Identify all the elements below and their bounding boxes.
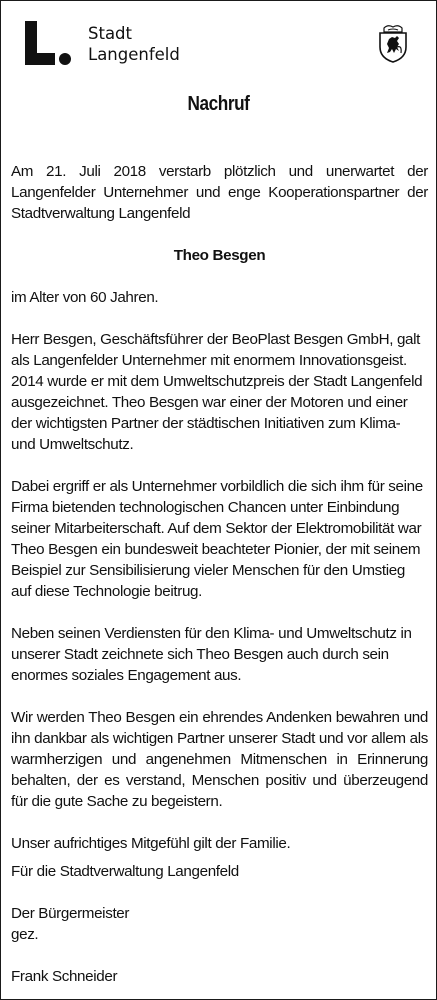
logo-letter-l-foot	[25, 53, 55, 65]
paragraph-engagement: Neben seinen Verdiensten für den Klima- und Umweltschutz in unserer Stadt zeichnete sich Theo Besgen auch durch sein enormes soziales Engagement aus.	[11, 625, 412, 684]
deceased-name: Theo Besgen	[173, 247, 266, 264]
logo-text	[88, 23, 180, 65]
signature-name: Frank Schneider	[11, 968, 118, 985]
logo-dot	[59, 53, 71, 65]
intro-paragraph: Am 21. Juli 2018 verstarb plötzlich und unerwartet der Langenfelder Unternehmer und enge Kooperationspartner der Stadtverwaltung Langenfeld	[11, 163, 428, 222]
paragraph-pioneer: Dabei ergriff er als Unternehmer vorbildlich die sich ihm für seine Firma bietenden technologischen Chancen unter Einbindung seiner Mitarbeiterschaft. Auf dem Sektor der Elektromobilität war Theo Besgen ein bundesweit beachteter Pionier, der mit seinem Beispiel zur Sensibilisierung vieler Menschen für den Umstieg auf diese Technologie beitrug.	[11, 478, 423, 600]
signature-org: Für die Stadtverwaltung Langenfeld	[11, 863, 239, 880]
signature-gez: gez.	[11, 926, 39, 943]
paragraph-career: Herr Besgen, Geschäftsführer der BeoPlast Besgen GmbH, galt als Langenfelder Unternehmer mit enormem Innovationsgeist. 2014 wurde er mit dem Umweltschutzpreis der Stadt Langenfeld ausgezeichnet. Theo Besgen war einer der Motoren und einer der wichtigsten Partner der städtischen Initiativen zum Klima- und Umweltschutz.	[11, 331, 423, 453]
coat-of-arms-icon	[376, 23, 410, 63]
signature-role: Der Bürgermeister	[11, 905, 130, 922]
age-line: im Alter von 60 Jahren.	[11, 289, 159, 306]
paragraph-condolence: Unser aufrichtiges Mitgefühl gilt der Familie.	[11, 835, 291, 852]
signature-block	[11, 861, 239, 987]
logo-line-stadt: Stadt	[88, 24, 132, 43]
obituary-body	[11, 161, 428, 854]
logo-line-langenfeld: Langenfeld	[88, 45, 180, 64]
page-title: Nachruf	[187, 93, 250, 115]
paragraph-remembrance: Wir werden Theo Besgen ein ehrendes Andenken bewahren und ihn dankbar als wichtigen Partner unserer Stadt und vor allem als warmherzigen und angenehmen Mitmenschen in Erinnerung behalten, der es verstand, Menschen positiv und überzeugend für die gute Sache zu begeistern.	[11, 709, 428, 810]
